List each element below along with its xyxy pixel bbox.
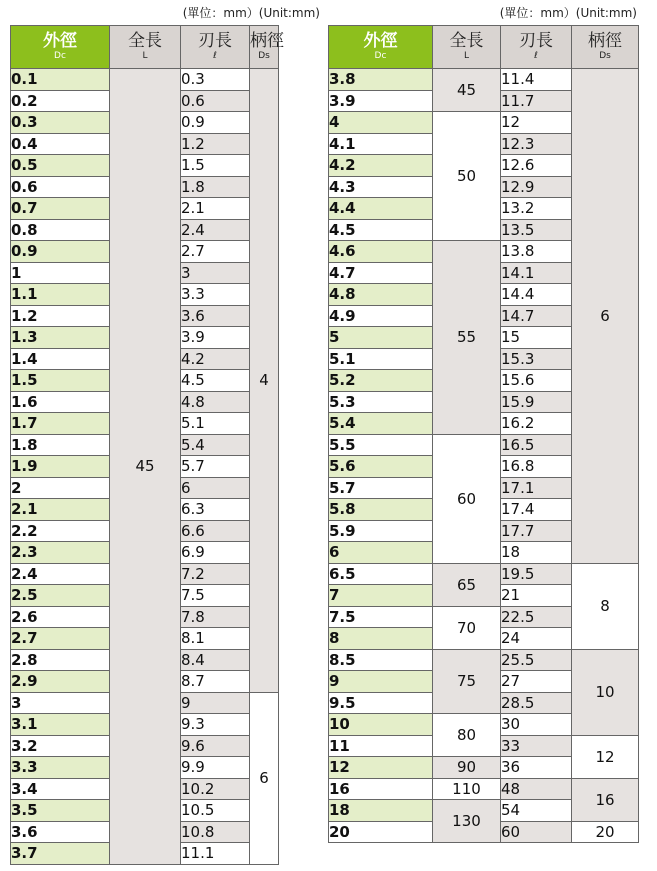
cell-overall-length: 65 — [433, 563, 501, 606]
cell-outer-diameter: 5.5 — [329, 434, 433, 456]
cell-flute-length: 6.6 — [181, 520, 250, 542]
cell-outer-diameter: 1.1 — [11, 284, 110, 306]
header-symbol: L — [142, 51, 148, 61]
cell-flute-length: 8.7 — [181, 671, 250, 693]
cell-outer-diameter: 16 — [329, 778, 433, 800]
cell-overall-length: 130 — [433, 800, 501, 843]
cell-flute-length: 2.7 — [181, 241, 250, 263]
header-japanese-label: 柄徑 — [250, 31, 284, 51]
cell-flute-length: 0.3 — [181, 69, 250, 91]
cell-outer-diameter: 2 — [11, 477, 110, 499]
cell-flute-length: 48 — [501, 778, 572, 800]
cell-flute-length: 10.2 — [181, 778, 250, 800]
cell-outer-diameter: 3 — [11, 692, 110, 714]
cell-flute-length: 13.2 — [501, 198, 572, 220]
cell-flute-length: 28.5 — [501, 692, 572, 714]
cell-flute-length: 33 — [501, 735, 572, 757]
cell-flute-length: 8.4 — [181, 649, 250, 671]
cell-outer-diameter: 2.2 — [11, 520, 110, 542]
cell-outer-diameter: 4.1 — [329, 133, 433, 155]
cell-outer-diameter: 3.7 — [11, 843, 110, 865]
cell-outer-diameter: 2.4 — [11, 563, 110, 585]
cell-flute-length: 5.1 — [181, 413, 250, 435]
cell-flute-length: 12 — [501, 112, 572, 134]
cell-flute-length: 10.5 — [181, 800, 250, 822]
cell-overall-length: 45 — [110, 69, 181, 865]
cell-outer-diameter: 4 — [329, 112, 433, 134]
table-row — [329, 563, 639, 585]
cell-flute-length: 7.8 — [181, 606, 250, 628]
cell-outer-diameter: 0.2 — [11, 90, 110, 112]
cell-flute-length: 3.6 — [181, 305, 250, 327]
cell-flute-length: 19.5 — [501, 563, 572, 585]
cell-flute-length: 36 — [501, 757, 572, 779]
cell-overall-length: 70 — [433, 606, 501, 649]
cell-flute-length: 17.1 — [501, 477, 572, 499]
cell-overall-length: 50 — [433, 112, 501, 241]
header-outer-diameter — [11, 26, 110, 69]
cell-outer-diameter: 0.8 — [11, 219, 110, 241]
cell-shank-diameter: 8 — [572, 563, 639, 649]
cell-flute-length: 15.9 — [501, 391, 572, 413]
cell-outer-diameter: 0.5 — [11, 155, 110, 177]
cell-flute-length: 6.3 — [181, 499, 250, 521]
cell-outer-diameter: 4.9 — [329, 305, 433, 327]
header-symbol: Dc — [54, 51, 66, 61]
cell-flute-length: 9 — [181, 692, 250, 714]
cell-outer-diameter: 5.7 — [329, 477, 433, 499]
cell-outer-diameter: 2.8 — [11, 649, 110, 671]
cell-outer-diameter: 3.9 — [329, 90, 433, 112]
spec-table-right — [328, 25, 639, 843]
cell-shank-diameter: 4 — [250, 69, 279, 693]
cell-flute-length: 15.6 — [501, 370, 572, 392]
cell-flute-length: 5.4 — [181, 434, 250, 456]
cell-flute-length: 7.2 — [181, 563, 250, 585]
cell-outer-diameter: 0.3 — [11, 112, 110, 134]
cell-flute-length: 30 — [501, 714, 572, 736]
cell-outer-diameter: 1.2 — [11, 305, 110, 327]
cell-outer-diameter: 2.9 — [11, 671, 110, 693]
cell-overall-length: 75 — [433, 649, 501, 714]
cell-overall-length: 80 — [433, 714, 501, 757]
cell-flute-length: 22.5 — [501, 606, 572, 628]
cell-shank-diameter: 20 — [572, 821, 639, 843]
cell-outer-diameter: 2.5 — [11, 585, 110, 607]
header-row — [329, 26, 639, 69]
cell-outer-diameter: 3.4 — [11, 778, 110, 800]
header-japanese-label: 全長 — [128, 31, 162, 51]
header-symbol: Ds — [258, 51, 270, 61]
cell-outer-diameter: 2.3 — [11, 542, 110, 564]
cell-outer-diameter: 4.2 — [329, 155, 433, 177]
cell-outer-diameter: 20 — [329, 821, 433, 843]
cell-outer-diameter: 0.7 — [11, 198, 110, 220]
cell-flute-length: 25.5 — [501, 649, 572, 671]
cell-outer-diameter: 5.9 — [329, 520, 433, 542]
cell-outer-diameter: 7 — [329, 585, 433, 607]
cell-flute-length: 1.2 — [181, 133, 250, 155]
spec-table-left — [10, 25, 284, 865]
cell-flute-length: 9.6 — [181, 735, 250, 757]
cell-flute-length: 1.5 — [181, 155, 250, 177]
cell-flute-length: 13.5 — [501, 219, 572, 241]
cell-outer-diameter: 1.9 — [11, 456, 110, 478]
cell-flute-length: 54 — [501, 800, 572, 822]
header-row — [11, 26, 279, 69]
header-japanese-label: 外徑 — [363, 31, 398, 51]
header-japanese-label: 外徑 — [43, 31, 77, 51]
cell-shank-diameter: 16 — [572, 778, 639, 821]
cell-outer-diameter: 0.6 — [11, 176, 110, 198]
header-japanese-label: 柄徑 — [588, 31, 622, 51]
cell-outer-diameter: 4.7 — [329, 262, 433, 284]
cell-flute-length: 16.8 — [501, 456, 572, 478]
cell-outer-diameter: 4.8 — [329, 284, 433, 306]
cell-flute-length: 0.6 — [181, 90, 250, 112]
cell-flute-length: 17.7 — [501, 520, 572, 542]
table-row — [329, 69, 639, 91]
cell-overall-length: 60 — [433, 434, 501, 563]
cell-flute-length: 4.2 — [181, 348, 250, 370]
cell-flute-length: 1.8 — [181, 176, 250, 198]
cell-flute-length: 24 — [501, 628, 572, 650]
cell-outer-diameter: 3.3 — [11, 757, 110, 779]
cell-outer-diameter: 0.4 — [11, 133, 110, 155]
header-symbol: ℓ — [534, 51, 538, 61]
header-symbol: ℓ — [213, 51, 217, 61]
cell-outer-diameter: 9.5 — [329, 692, 433, 714]
cell-outer-diameter: 4.3 — [329, 176, 433, 198]
cell-flute-length: 16.5 — [501, 434, 572, 456]
cell-outer-diameter: 1.3 — [11, 327, 110, 349]
cell-flute-length: 15 — [501, 327, 572, 349]
cell-overall-length: 45 — [433, 69, 501, 112]
cell-outer-diameter: 5.3 — [329, 391, 433, 413]
cell-flute-length: 17.4 — [501, 499, 572, 521]
header-symbol: Dc — [374, 51, 387, 61]
cell-outer-diameter: 3.5 — [11, 800, 110, 822]
cell-outer-diameter: 3.1 — [11, 714, 110, 736]
cell-flute-length: 10.8 — [181, 821, 250, 843]
cell-shank-diameter: 6 — [250, 692, 279, 864]
cell-outer-diameter: 3.8 — [329, 69, 433, 91]
table-row — [329, 649, 639, 671]
header-overall-length — [110, 26, 181, 69]
cell-outer-diameter: 9 — [329, 671, 433, 693]
cell-outer-diameter: 5.1 — [329, 348, 433, 370]
cell-flute-length: 4.5 — [181, 370, 250, 392]
table-row — [11, 69, 279, 91]
cell-outer-diameter: 12 — [329, 757, 433, 779]
cell-flute-length: 0.9 — [181, 112, 250, 134]
header-outer-diameter — [329, 26, 433, 69]
cell-outer-diameter: 7.5 — [329, 606, 433, 628]
cell-overall-length: 110 — [433, 778, 501, 800]
cell-outer-diameter: 5.8 — [329, 499, 433, 521]
cell-flute-length: 12.3 — [501, 133, 572, 155]
header-japanese-label: 刃長 — [519, 31, 553, 51]
cell-outer-diameter: 4.4 — [329, 198, 433, 220]
cell-outer-diameter: 18 — [329, 800, 433, 822]
cell-outer-diameter: 11 — [329, 735, 433, 757]
header-shank-diameter — [250, 26, 284, 69]
cell-outer-diameter: 4.6 — [329, 241, 433, 263]
header-overall-length — [433, 26, 501, 69]
cell-outer-diameter: 5.2 — [329, 370, 433, 392]
cell-flute-length: 2.4 — [181, 219, 250, 241]
cell-flute-length: 15.3 — [501, 348, 572, 370]
cell-flute-length: 11.7 — [501, 90, 572, 112]
cell-outer-diameter: 1 — [11, 262, 110, 284]
cell-flute-length: 3.3 — [181, 284, 250, 306]
cell-flute-length: 18 — [501, 542, 572, 564]
cell-outer-diameter: 4.5 — [329, 219, 433, 241]
header-japanese-label: 全長 — [449, 31, 484, 51]
cell-flute-length: 16.2 — [501, 413, 572, 435]
cell-flute-length: 14.1 — [501, 262, 572, 284]
cell-outer-diameter: 1.7 — [11, 413, 110, 435]
cell-flute-length: 14.7 — [501, 305, 572, 327]
header-japanese-label: 刃長 — [198, 31, 232, 51]
cell-outer-diameter: 2.1 — [11, 499, 110, 521]
cell-flute-length: 9.9 — [181, 757, 250, 779]
header-shank-diameter — [572, 26, 639, 69]
cell-flute-length: 2.1 — [181, 198, 250, 220]
cell-flute-length: 12.9 — [501, 176, 572, 198]
cell-outer-diameter: 1.6 — [11, 391, 110, 413]
cell-flute-length: 14.4 — [501, 284, 572, 306]
cell-outer-diameter: 6 — [329, 542, 433, 564]
cell-flute-length: 13.8 — [501, 241, 572, 263]
cell-outer-diameter: 1.8 — [11, 434, 110, 456]
cell-flute-length: 3 — [181, 262, 250, 284]
header-flute-length — [501, 26, 572, 69]
cell-outer-diameter: 10 — [329, 714, 433, 736]
header-symbol: Ds — [599, 51, 611, 61]
cell-flute-length: 12.6 — [501, 155, 572, 177]
cell-outer-diameter: 8.5 — [329, 649, 433, 671]
cell-outer-diameter: 5 — [329, 327, 433, 349]
header-symbol: L — [463, 51, 469, 61]
cell-flute-length: 5.7 — [181, 456, 250, 478]
table-row — [329, 778, 639, 800]
cell-flute-length: 21 — [501, 585, 572, 607]
cell-flute-length: 11.4 — [501, 69, 572, 91]
cell-outer-diameter: 6.5 — [329, 563, 433, 585]
cell-outer-diameter: 1.4 — [11, 348, 110, 370]
cell-overall-length: 55 — [433, 241, 501, 435]
cell-outer-diameter: 3.2 — [11, 735, 110, 757]
cell-flute-length: 4.8 — [181, 391, 250, 413]
cell-outer-diameter: 3.6 — [11, 821, 110, 843]
cell-overall-length: 90 — [433, 757, 501, 779]
cell-shank-diameter: 6 — [572, 69, 639, 564]
cell-outer-diameter: 0.1 — [11, 69, 110, 91]
header-flute-length — [181, 26, 250, 69]
unit-label-left: (單位：mm）(Unit:mm) — [182, 6, 320, 20]
cell-flute-length: 11.1 — [181, 843, 250, 865]
cell-shank-diameter: 12 — [572, 735, 639, 778]
cell-outer-diameter: 5.6 — [329, 456, 433, 478]
unit-label-right: (單位：mm）(Unit:mm) — [499, 6, 637, 20]
cell-outer-diameter: 0.9 — [11, 241, 110, 263]
cell-flute-length: 3.9 — [181, 327, 250, 349]
cell-flute-length: 60 — [501, 821, 572, 843]
cell-flute-length: 8.1 — [181, 628, 250, 650]
cell-outer-diameter: 2.6 — [11, 606, 110, 628]
cell-flute-length: 7.5 — [181, 585, 250, 607]
cell-outer-diameter: 1.5 — [11, 370, 110, 392]
cell-outer-diameter: 5.4 — [329, 413, 433, 435]
cell-flute-length: 9.3 — [181, 714, 250, 736]
cell-flute-length: 27 — [501, 671, 572, 693]
cell-shank-diameter: 10 — [572, 649, 639, 735]
cell-flute-length: 6.9 — [181, 542, 250, 564]
cell-outer-diameter: 8 — [329, 628, 433, 650]
cell-outer-diameter: 2.7 — [11, 628, 110, 650]
cell-flute-length: 6 — [181, 477, 250, 499]
